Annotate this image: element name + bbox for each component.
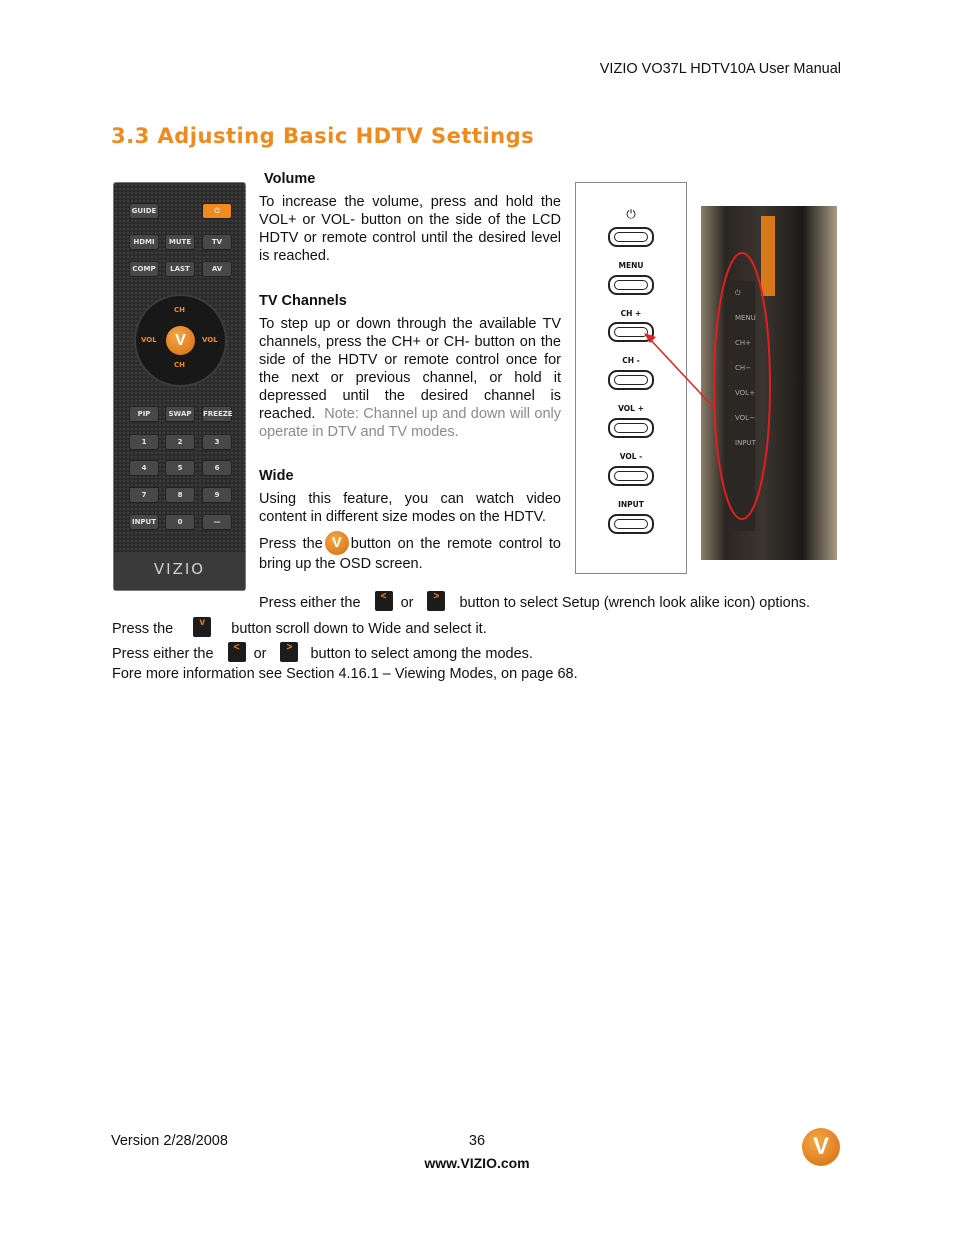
remote-pip-button: PIP xyxy=(129,406,159,422)
remote-key-5: 5 xyxy=(165,460,195,476)
remote-key-9: 9 xyxy=(202,487,232,503)
remote-key-7: 7 xyxy=(129,487,159,503)
remote-mute-button: MUTE xyxy=(165,234,195,250)
tv-side-label: INPUT xyxy=(735,439,756,447)
vizio-v-button: V xyxy=(166,326,195,355)
wide-press-before: Press the xyxy=(259,536,323,552)
side-ch-down-label: CH - xyxy=(622,356,640,365)
vol-right-icon: > xyxy=(280,642,298,662)
wide-line-4: Fore more information see Section 4.16.1 – Viewing Modes, on page 68. xyxy=(112,666,578,682)
side-menu-label: MENU xyxy=(618,261,644,270)
vol-left-icon: < xyxy=(375,591,393,611)
remote-power-button: ⏻ xyxy=(202,203,232,219)
wide-line-1 xyxy=(259,591,810,612)
wide-section xyxy=(259,467,561,573)
channels-heading: TV Channels xyxy=(259,293,347,309)
dial-ch-up-label: CH xyxy=(174,306,185,314)
footer-version: Version 2/28/2008 xyxy=(111,1133,228,1149)
wide-line-3-a: Press either the xyxy=(112,646,214,662)
tv-side-label: CH+ xyxy=(735,339,752,347)
tv-side-label: MENU xyxy=(735,314,756,322)
wide-line-1-b: button to select Setup (wrench look alike icon) options. xyxy=(459,595,811,611)
dial-ch-down-label: CH xyxy=(174,361,185,369)
channels-note: Note: Channel up and down will only operate in DTV and TV modes. xyxy=(259,406,561,440)
channels-body xyxy=(259,315,561,441)
dial-vol-right-label: VOL xyxy=(202,336,218,344)
remote-key-2: 2 xyxy=(165,434,195,450)
remote-key-8: 8 xyxy=(165,487,195,503)
power-icon: ⏻ xyxy=(626,207,636,221)
remote-key-6: 6 xyxy=(202,460,232,476)
remote-av-button: AV xyxy=(202,261,232,277)
remote-key-0: 0 xyxy=(165,514,195,530)
manual-title: VIZIO VO37L HDTV10A User Manual xyxy=(599,61,841,77)
wide-line-2-b: button scroll down to Wide and select it. xyxy=(231,621,487,637)
channels-section xyxy=(259,292,561,441)
section-title: 3.3 Adjusting Basic HDTV Settings xyxy=(111,124,535,148)
volume-section xyxy=(259,170,561,265)
remote-swap-button: SWAP xyxy=(165,406,195,422)
wide-line-1-or: or xyxy=(400,595,414,611)
wide-line-2 xyxy=(112,617,487,638)
remote-control-image xyxy=(113,182,246,591)
remote-dial xyxy=(134,294,227,387)
footer-url: www.VIZIO.com xyxy=(424,1155,530,1171)
remote-vizio-logo: VIZIO xyxy=(153,560,206,578)
tv-side-label: VOL+ xyxy=(735,389,755,397)
side-input-label: INPUT xyxy=(618,500,644,509)
volume-body: To increase the volume, press and hold the VOL+ or VOL- button on the side of the LCD HDTV or remote control until the desired level is reached. xyxy=(259,194,561,264)
pointer-arrow-line xyxy=(648,337,716,410)
remote-hdmi-button: HDMI xyxy=(129,234,159,250)
remote-last-button: LAST xyxy=(165,261,195,277)
remote-input-button: INPUT xyxy=(129,514,159,530)
wide-line-3-or: or xyxy=(253,646,267,662)
vol-right-icon: > xyxy=(427,591,445,611)
vol-left-icon: < xyxy=(228,642,246,662)
dial-vol-left-label: VOL xyxy=(141,336,157,344)
wide-heading: Wide xyxy=(259,468,294,484)
vizio-logo-icon: V xyxy=(802,1128,840,1166)
vizio-v-icon: V xyxy=(325,531,349,555)
side-ch-up-label: CH + xyxy=(620,309,642,318)
wide-line-2-a: Press the xyxy=(112,621,174,637)
remote-freeze-button: FREEZE xyxy=(202,406,232,422)
remote-key-1: 1 xyxy=(129,434,159,450)
footer-page-number: 36 xyxy=(468,1133,486,1149)
remote-key-4: 4 xyxy=(129,460,159,476)
channels-body-text: To step up or down through the available TV channels, press the CH+ or CH- button on the side of the HDTV or remote control once for the next or previous channel, or hold it depressed until the desired channel is reached. xyxy=(259,316,561,422)
wide-press-after: button on the remote control to bring up the OSD screen. xyxy=(259,536,561,572)
side-vol-up-label: VOL + xyxy=(618,404,644,413)
remote-tv-button: TV xyxy=(202,234,232,250)
tv-side-label: CH− xyxy=(735,364,752,372)
remote-dash-button: — xyxy=(202,514,232,530)
wide-press-v xyxy=(259,531,561,573)
highlight-overlay xyxy=(560,200,860,530)
wide-line-3-b: button to select among the modes. xyxy=(310,646,533,662)
ch-down-icon: v xyxy=(193,617,211,637)
remote-guide-button: GUIDE xyxy=(129,203,159,219)
remote-comp-button: COMP xyxy=(129,261,159,277)
side-vol-down-label: VOL - xyxy=(619,452,643,461)
remote-key-3: 3 xyxy=(202,434,232,450)
highlight-ellipse xyxy=(714,253,770,519)
wide-line-1-a: Press either the xyxy=(259,595,361,611)
tv-side-label: VOL− xyxy=(735,414,755,422)
pointer-arrow-head xyxy=(644,333,656,343)
wide-body: Using this feature, you can watch video content in different size modes on the HDTV. xyxy=(259,491,561,525)
tv-side-power-icon: ⏻ xyxy=(735,289,741,297)
volume-heading: Volume xyxy=(264,171,316,187)
wide-line-3 xyxy=(112,642,533,663)
